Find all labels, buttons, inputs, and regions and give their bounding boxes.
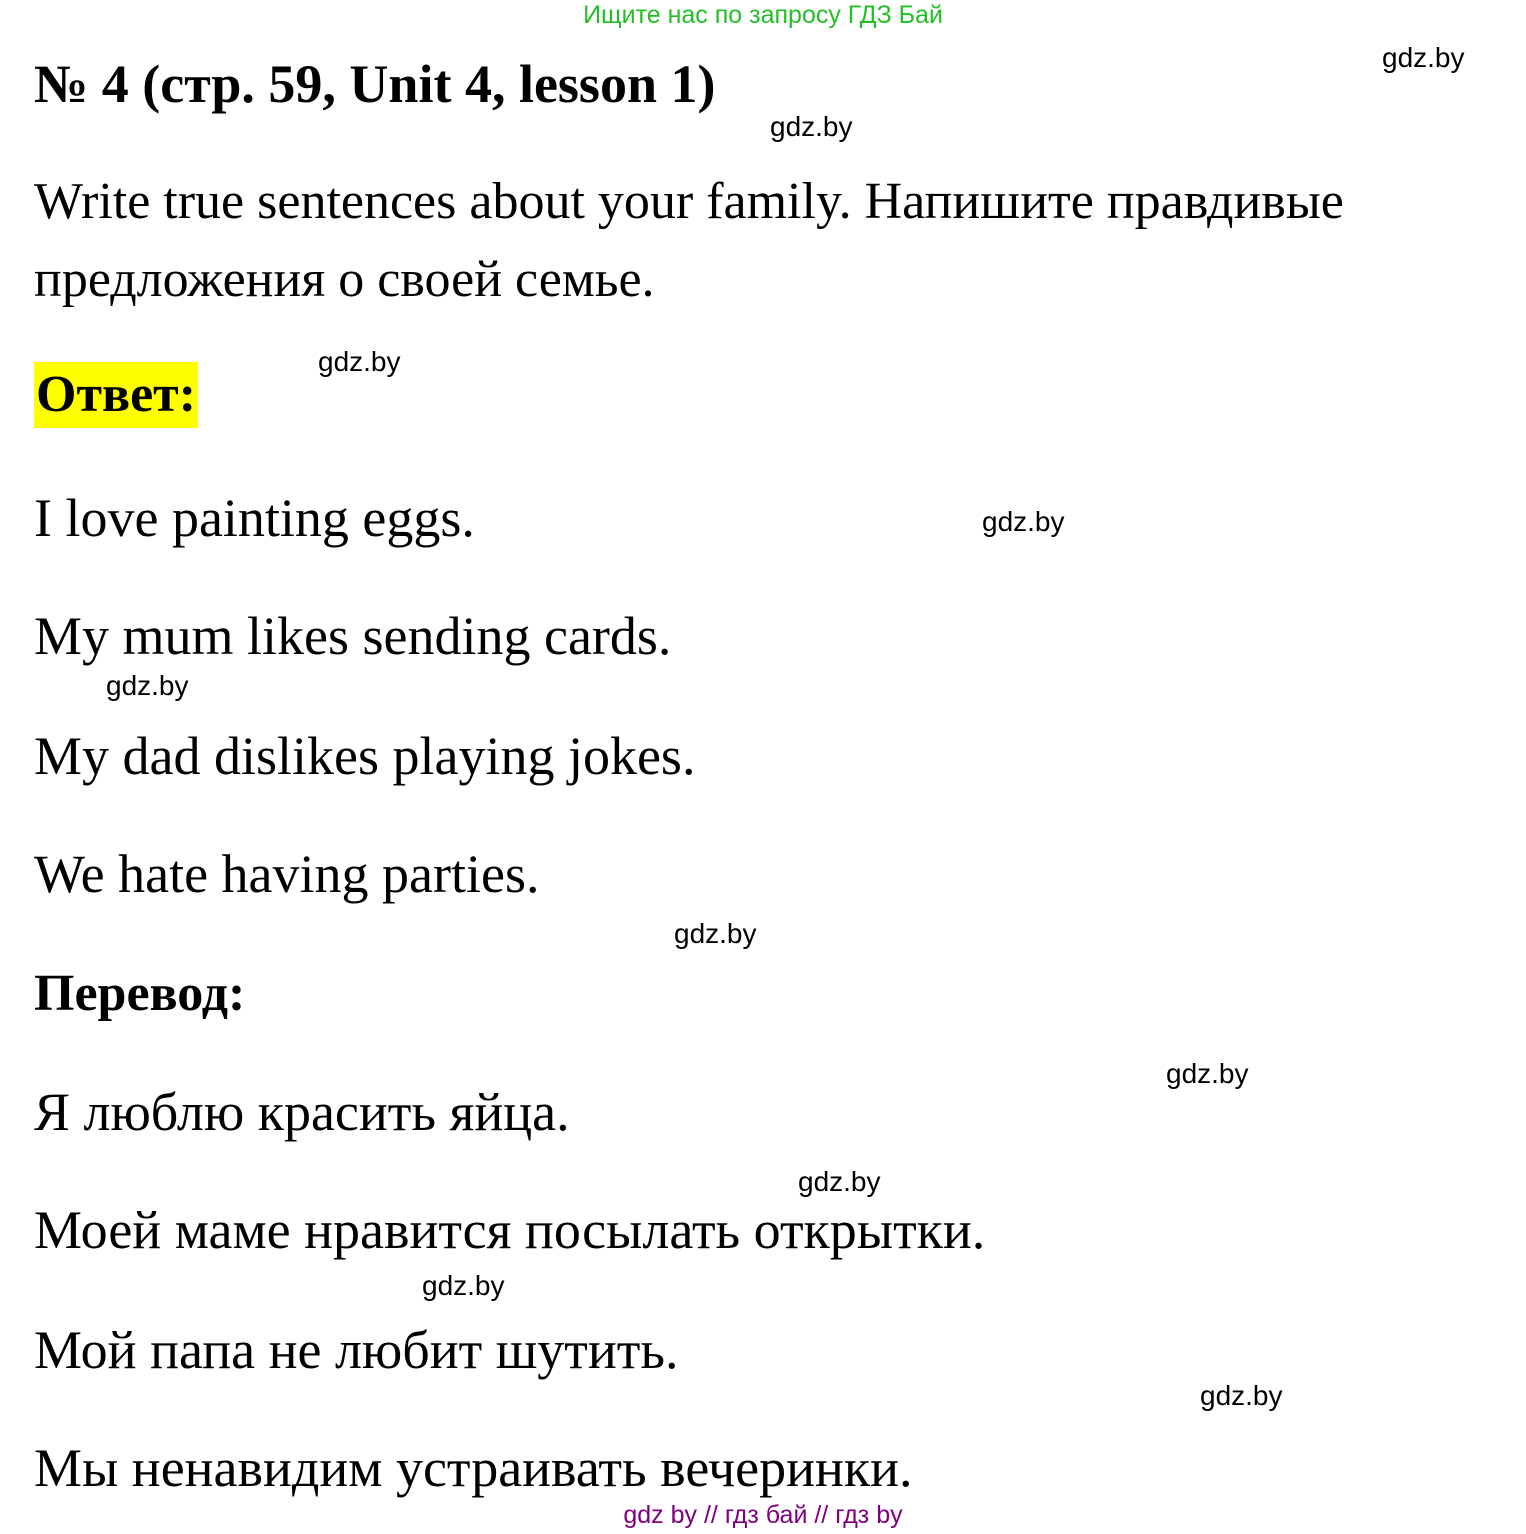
watermark: gdz.by: [1200, 1380, 1283, 1411]
translation-line-4: Мы ненавидим устраивать вечеринки.: [34, 1438, 913, 1498]
footer-watermark: gdz by // гдз бай // гдз by: [623, 1501, 903, 1529]
watermark: gdz.by: [982, 506, 1065, 537]
watermark: gdz.by: [422, 1270, 505, 1301]
watermark: gdz.by: [798, 1166, 881, 1197]
task-text-line-2: предложения о своей семье.: [34, 251, 655, 308]
translation-heading: Перевод:: [34, 965, 246, 1022]
watermark: gdz.by: [106, 670, 189, 701]
translation-line-2: Моей маме нравится посылать открытки.: [34, 1200, 986, 1260]
watermark: gdz.by: [674, 918, 757, 949]
top-search-banner: Ищите нас по запросу ГДЗ Бай: [583, 1, 943, 29]
watermark: gdz.by: [1382, 42, 1465, 73]
watermark: gdz.by: [318, 346, 401, 377]
answer-line-4: We hate having parties.: [34, 844, 540, 904]
watermark: gdz.by: [770, 111, 853, 142]
answer-line-2: My mum likes sending cards.: [34, 606, 672, 666]
exercise-title: № 4 (стр. 59, Unit 4, lesson 1): [34, 54, 716, 114]
answer-line-3: My dad dislikes playing jokes.: [34, 726, 696, 786]
translation-line-3: Мой папа не любит шутить.: [34, 1320, 679, 1380]
watermark: gdz.by: [1166, 1058, 1249, 1089]
translation-line-1: Я люблю красить яйца.: [34, 1082, 570, 1142]
answer-line-1: I love painting eggs.: [34, 488, 475, 548]
answer-heading: Ответ:: [34, 362, 198, 428]
task-text-line-1: Write true sentences about your family. Напишите правдивые: [34, 173, 1344, 230]
